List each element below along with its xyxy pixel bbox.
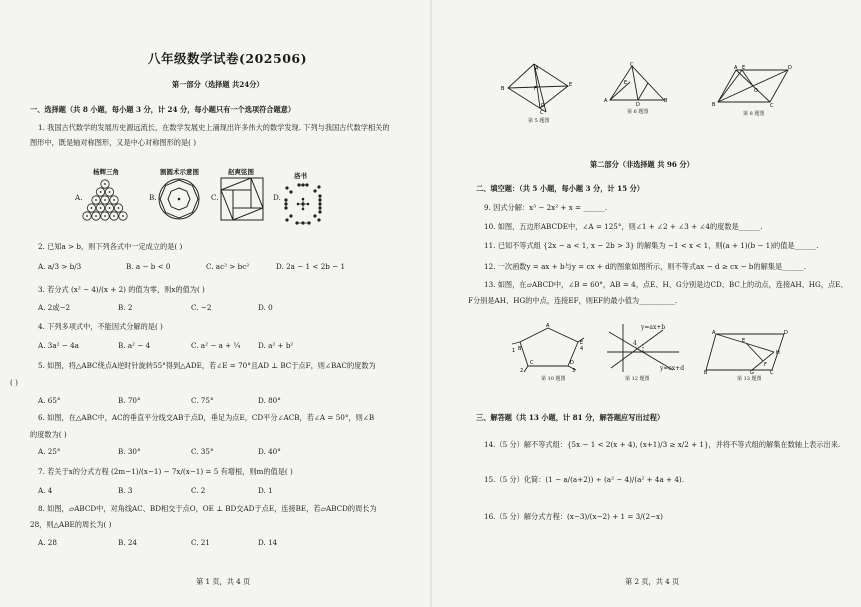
circle-cutting-figure [157,177,201,221]
q7-opt-d: D. 1 [258,486,273,495]
q12-fig-caption: 第 12 题图 [625,376,650,382]
q5-fig-caption: 第 5 题图 [528,118,550,124]
svg-text:A: A [712,330,716,336]
q9-text: 9. 因式分解：x³ − 2x² + x = ______. [484,203,608,212]
exam-title: 八年级数学试卷(202506) [148,51,308,66]
q4-opt-c: C. a² − a + ¼ [191,341,241,350]
q12-text: 12. 一次函数y = ax + b与y = cx + d的图象如图所示，则不等式ax − d ≥ cx − b的解集是______. [484,262,807,271]
q2-opt-b: B. a − b < 0 [126,262,171,271]
svg-text:E: E [569,82,573,88]
q3-opt-a: A. 2或−2 [38,303,71,312]
svg-text:E: E [580,340,584,346]
svg-text:B: B [712,102,716,108]
q5-opt-b: B. 70° [118,396,141,405]
svg-text:C: C [540,110,544,116]
q5-opt-d: D. 80° [258,396,281,405]
q1-text-1: 1. 我国古代数学的发展历史源远流长，在数学发展史上涌现出许多伟大的数学发现. 下列与我国古代数学相关的 [38,123,390,132]
q7-text: 7. 若关于x的分式方程 (2m−1)/(x−1) − 7x/(x−1) = 5 有增根，则m的值是( ) [38,467,293,476]
q3-opt-b: B. 2 [118,303,133,312]
svg-text:B: B [664,98,668,104]
svg-text:1: 1 [512,348,516,354]
svg-text:G: G [750,370,754,376]
q13-fig-caption: 第 13 题图 [737,376,762,382]
q3-opt-d: D. 0 [258,303,273,312]
svg-text:D: D [570,360,574,366]
q1-opt-d: D. [273,193,281,202]
q2-opt-a: A. a/3 > b/3 [38,262,82,271]
page-1-footer: 第 1 页，共 4 页 [196,577,251,586]
q4-opt-d: D. a² + b² [258,341,294,350]
q6-opt-b: B. 30° [118,447,141,456]
section3-heading: 三、解答题（共 13 小题，计 81 分，解答题应写出过程） [476,413,665,422]
q6-opt-a: A. 25° [38,447,61,456]
q12-line1-label: y=ax+b [641,324,666,331]
svg-text:A: A [535,66,539,72]
svg-text:C: C [770,370,774,376]
q8-opt-a: A. 28 [38,538,57,547]
svg-text:A: A [546,323,550,329]
q14-text: 14.（5 分）解不等式组：{5x − 1 < 2(x + 4), (x+1)/3 ≥ x/2 + 1}，并将不等式组的解集在数轴上表示出来. [484,440,841,449]
q12-x-label: 4 [633,340,637,347]
q1-fig-c-label: 赵爽弦图 [228,168,254,176]
q4-opt-b: B. a² − 4 [118,341,151,350]
q3-opt-c: C. −2 [191,303,212,312]
yanghui-triangle-figure [82,178,128,222]
q7-opt-a: A. 4 [38,486,53,495]
q1-opt-c: C. [211,193,219,202]
q8-fig-caption: 第 8 题图 [743,111,765,117]
q7-opt-b: B. 3 [118,486,133,495]
q2-opt-c: C. ac² > bc² [206,262,250,271]
q12-line2-label: y=cx+d [660,365,685,372]
svg-text:3: 3 [572,368,576,374]
svg-text:F: F [764,362,767,368]
q8-text-1: 8. 如图，▱ABCD中，对角线AC、BD相交于点O，OE ⊥ BD交AD于点E，连接BE，若▱ABCD的周长为 [38,504,377,513]
q11-text: 11. 已知不等式组 {2x − a < 1, x − 2b > 3} 的解集为 −1 < x < 1，则(a + 1)(b − 1)的值是______. [484,241,819,250]
page-2-footer: 第 2 页，共 4 页 [625,577,680,586]
svg-text:D: D [636,102,640,108]
part2-heading: 第二部分（非选择题 共 96 分） [590,160,694,169]
svg-text:B: B [704,370,708,376]
svg-text:D: D [788,65,792,71]
svg-text:D: D [541,103,545,109]
q8-opt-d: D. 14 [258,538,278,547]
svg-text:C: C [770,103,774,109]
svg-text:C: C [630,62,634,68]
svg-text:A: A [604,98,608,104]
q13-text-1: 13. 如图，在▱ABCD中，∠B = 60°，AB = 4，点E、H、G分别是边CD、BC上的动点，连接AH、HG，点E、 [484,280,848,289]
part1-heading: 第一部分（选择题 共24分） [172,80,264,89]
svg-text:2: 2 [520,368,524,374]
q6-fig-caption: 第 6 题图 [627,109,649,115]
zhaoshuang-figure [220,177,264,221]
svg-text:B: B [518,346,522,352]
q5-opt-a: A. 65° [38,396,61,405]
svg-text:D: D [784,330,788,336]
q6-text-1: 6. 如图，在△ABC中，AC的垂直平分线交AB于点D，垂足为点E，CD平分∠ACB，若∠A = 50°，则∠B [38,413,375,422]
q5-figure [498,62,573,116]
svg-text:C: C [530,360,534,366]
q8-opt-b: B. 24 [118,538,137,547]
svg-text:O: O [754,88,758,94]
svg-text:H: H [776,350,780,356]
q6-opt-c: C. 35° [191,447,214,456]
q6-figure [604,62,668,106]
q1-fig-a-label: 杨辉三角 [93,168,119,176]
page-fold [430,0,432,607]
q1-fig-b-label: 割圆术示意图 [160,168,199,176]
q5-opt-c: C. 75° [191,396,214,405]
q4-opt-a: A. 3a² − 4a [38,341,79,350]
q4-text: 4. 下列多项式中，不能因式分解的是( ) [38,322,163,331]
q1-opt-a: A. [75,193,83,202]
q10-fig-caption: 第 10 题图 [541,376,566,382]
q7-opt-c: C. 2 [191,486,206,495]
section2-heading: 二、填空题：（共 5 小题，每小题 3 分，计 15 分） [476,184,644,193]
q8-text-2: 28，则△ABE的周长为( ) [30,520,112,529]
q8-opt-c: C. 21 [191,538,210,547]
luoshu-figure [281,182,325,226]
section1-heading: 一、选择题（共 8 小题，每小题 3 分，计 24 分，每小题只有一个选项符合题意） [30,105,296,114]
q13-text-2: F分别是AH、HG的中点，连接EF，则EF的最小值为__________. [468,296,678,305]
svg-text:E: E [624,80,628,86]
q16-text: 16.（5 分）解分式方程：(x−3)/(x−2) + 1 = 3/(2−x) [484,512,663,521]
q10-text: 10. 如图，五边形ABCDE中，∠A = 125°，则∠1 + ∠2 + ∠3 + ∠4的度数是______. [484,222,763,231]
svg-text:A: A [734,65,738,71]
q8-figure [712,64,792,108]
q10-figure [510,322,586,374]
q6-text-2: 的度数为( ) [30,430,67,439]
q5-text-1: 5. 如图，将△ABC绕点A逆时针旋转55°得到△ADE，若∠E = 70°且AD ⊥ BC于点F，则∠BAC的度数为 [38,361,376,370]
q2-opt-d: D. 2a − 1 < 2b − 1 [276,262,346,271]
q1-fig-d-label: 洛书 [294,172,307,180]
q15-text: 15.（5 分）化简：(1 − a/(a+2)) ÷ (a² − 4)/(a² + 4a + 4). [484,475,685,484]
q6-opt-d: D. 40° [258,447,281,456]
q2-text: 2. 已知a > b，则下列各式中一定成立的是( ) [38,242,183,251]
svg-text:E: E [742,65,746,71]
q1-text-2: 图形中，既是轴对称图形，又是中心对称图形的是( ) [30,138,197,147]
q3-text: 3. 若分式 (x² − 4)/(x + 2) 的值为零，则x的值为( ) [38,285,205,294]
q1-opt-b: B. [149,193,157,202]
q5-text-2: ( ) [10,378,18,387]
q13-figure [704,330,790,374]
svg-text:F: F [534,86,537,92]
svg-text:B: B [501,86,505,92]
svg-text:4: 4 [580,346,584,352]
svg-text:E: E [742,338,746,344]
